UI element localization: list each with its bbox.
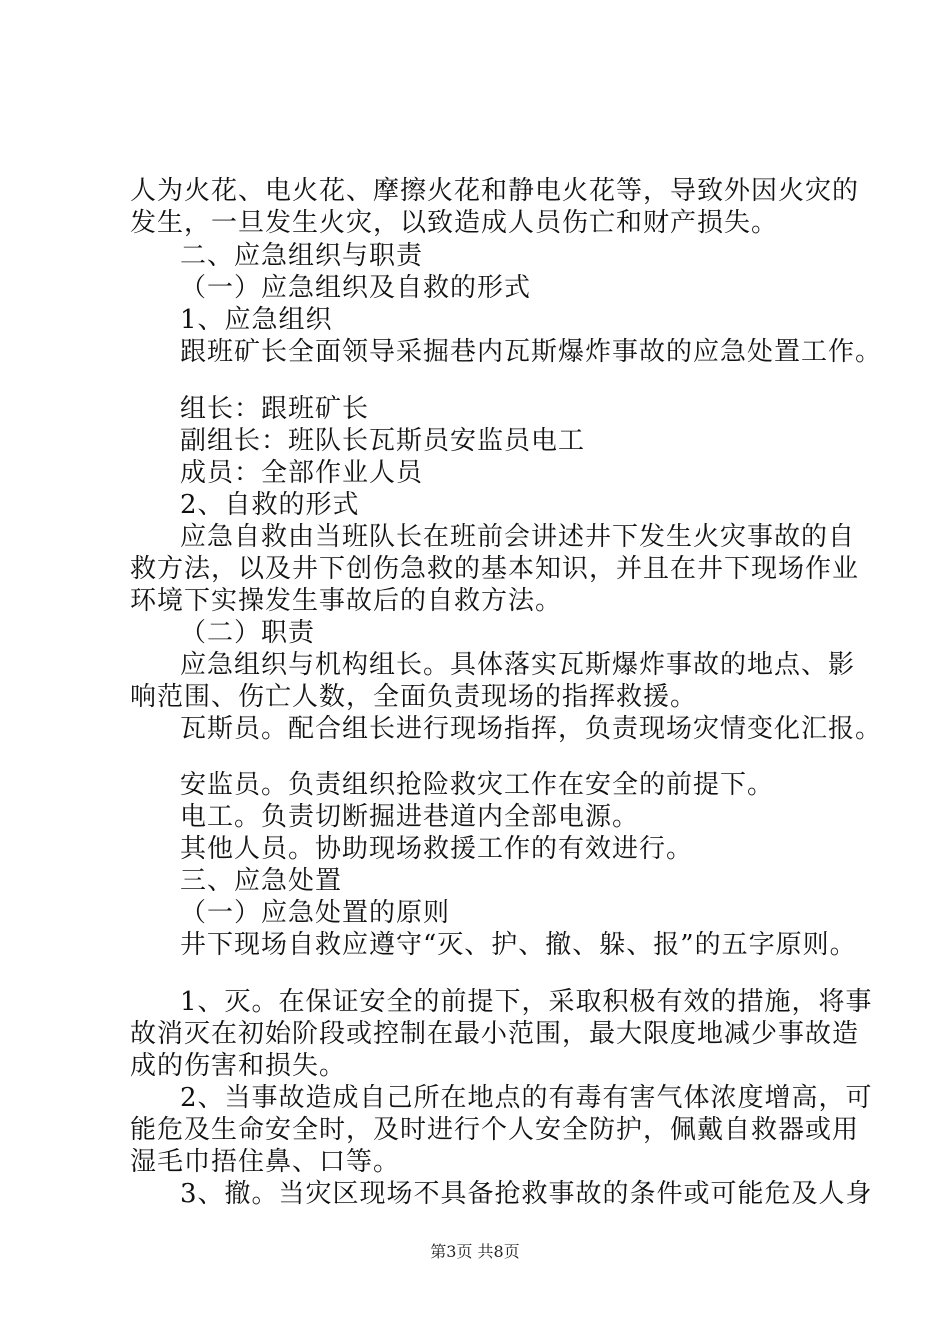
body-line: 瓦斯员。配合组长进行现场指挥，负责现场灾情变化汇报。 [180, 714, 883, 744]
section-heading: 三、应急处置 [180, 866, 343, 896]
body-line: 成的伤害和损失。 [130, 1051, 347, 1081]
body-line: 2、当事故造成自己所在地点的有毒有害气体浓度增高，可 [180, 1083, 873, 1113]
body-line: 能危及生命安全时，及时进行个人安全防护，佩戴自救器或用 [130, 1115, 860, 1145]
body-line: 救方法，以及井下创伤急救的基本知识，并且在井下现场作业 [130, 554, 860, 584]
body-line: 湿毛巾捂住鼻、口等。 [130, 1147, 401, 1177]
subsection-heading: （二）职责 [180, 618, 316, 648]
page-footer: 第3页 共8页 [430, 1242, 520, 1261]
subsection-heading: （一）应急组织及自救的形式 [180, 273, 532, 303]
body-line: 3、撤。当灾区现场不具备抢救事故的条件或可能危及人身 [180, 1179, 873, 1209]
body-line: 井下现场自救应遵守“灭、护、撤、躲、报”的五字原则。 [180, 930, 857, 960]
body-line: 成员：全部作业人员 [180, 458, 424, 488]
subsection-heading: （一）应急处置的原则 [180, 898, 451, 928]
body-line: 1、灭。在保证安全的前提下，采取积极有效的措施，将事 [180, 987, 873, 1017]
item-heading: 1、应急组织 [180, 305, 333, 335]
body-line: 副组长：班队长瓦斯员安监员电工 [180, 426, 586, 456]
section-heading: 二、应急组织与职责 [180, 241, 424, 271]
body-line: 应急组织与机构组长。具体落实瓦斯爆炸事故的地点、影 [180, 650, 856, 680]
body-line: 安监员。负责组织抢险救灾工作在安全的前提下。 [180, 770, 775, 800]
body-line: 应急自救由当班队长在班前会讲述井下发生火灾事故的自 [180, 522, 856, 552]
body-line: 组长：跟班矿长 [180, 394, 370, 424]
item-heading: 2、自救的形式 [180, 490, 360, 520]
body-line: 环境下实操发生事故后的自救方法。 [130, 586, 563, 616]
body-line: 故消灭在初始阶段或控制在最小范围，最大限度地减少事故造 [130, 1019, 860, 1049]
body-line: 发生，一旦发生火灾，以致造成人员伤亡和财产损失。 [130, 208, 779, 238]
body-line: 响范围、伤亡人数，全面负责现场的指挥救援。 [130, 682, 698, 712]
body-line: 跟班矿长全面领导采掘巷内瓦斯爆炸事故的应急处置工作。 [180, 337, 883, 367]
body-line: 电工。负责切断掘进巷道内全部电源。 [180, 802, 640, 832]
body-line: 人为火花、电火花、摩擦火花和静电火花等，导致外因火灾的 [130, 176, 860, 206]
body-line: 其他人员。协助现场救援工作的有效进行。 [180, 834, 694, 864]
